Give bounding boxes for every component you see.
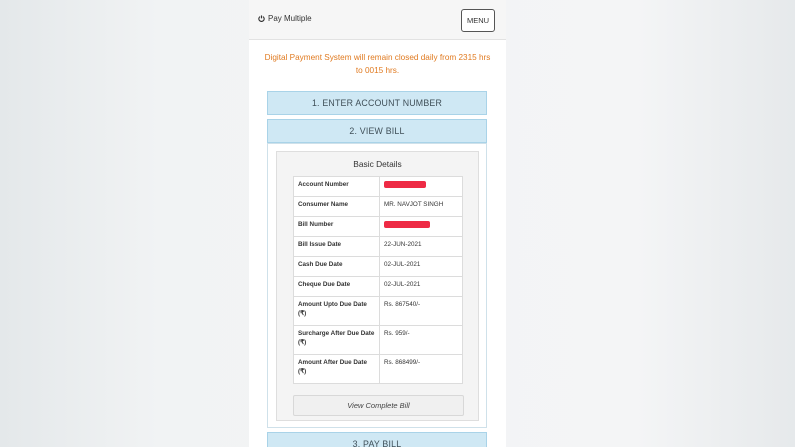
step-view-bill[interactable]: 2. VIEW BILL [267, 119, 487, 143]
table-row [294, 217, 463, 237]
row-label: Bill Number [294, 217, 380, 237]
row-value: Rs. 867540/- [380, 297, 463, 326]
row-label: Account Number [294, 177, 380, 197]
menu-button[interactable]: MENU [461, 9, 495, 32]
row-value: 22-JUN-2021 [380, 237, 463, 257]
table-row [294, 257, 463, 277]
row-label: Amount After Due Date (₹) [294, 355, 380, 384]
view-bill-panel [267, 143, 487, 428]
row-label: Bill Issue Date [294, 237, 380, 257]
service-notice: Digital Payment System will remain closed daily from 2315 hrs to 0015 hrs. [264, 53, 491, 75]
redaction-mark [384, 221, 430, 228]
row-value: 02-JUL-2021 [380, 277, 463, 297]
table-row [294, 277, 463, 297]
basic-details-box [276, 151, 479, 421]
row-value: Rs. 959/- [380, 326, 463, 355]
row-value: MR. NAVJOT SINGH [380, 197, 463, 217]
pay-multiple-label: Pay Multiple [268, 14, 312, 23]
table-row [294, 237, 463, 257]
row-label: Cash Due Date [294, 257, 380, 277]
mobile-viewport [249, 0, 506, 447]
row-label: Consumer Name [294, 197, 380, 217]
row-value [380, 177, 463, 197]
table-row [294, 297, 463, 326]
table-row [294, 197, 463, 217]
row-value [380, 217, 463, 237]
power-icon [258, 15, 265, 22]
table-row [294, 177, 463, 197]
table-row [294, 355, 463, 384]
view-complete-bill-button[interactable]: View Complete Bill [293, 395, 464, 416]
row-value: Rs. 868499/- [380, 355, 463, 384]
bill-details-table [293, 176, 463, 384]
pay-multiple-link[interactable] [258, 14, 312, 23]
redaction-mark [384, 181, 426, 188]
row-value: 02-JUL-2021 [380, 257, 463, 277]
row-label: Cheque Due Date [294, 277, 380, 297]
basic-details-title: Basic Details [353, 159, 402, 169]
top-bar [249, 0, 506, 40]
row-label: Amount Upto Due Date (₹) [294, 297, 380, 326]
step-pay-bill[interactable]: 3. PAY BILL [267, 432, 487, 447]
step-enter-account-number[interactable]: 1. ENTER ACCOUNT NUMBER [267, 91, 487, 115]
row-label: Surcharge After Due Date (₹) [294, 326, 380, 355]
table-row [294, 326, 463, 355]
